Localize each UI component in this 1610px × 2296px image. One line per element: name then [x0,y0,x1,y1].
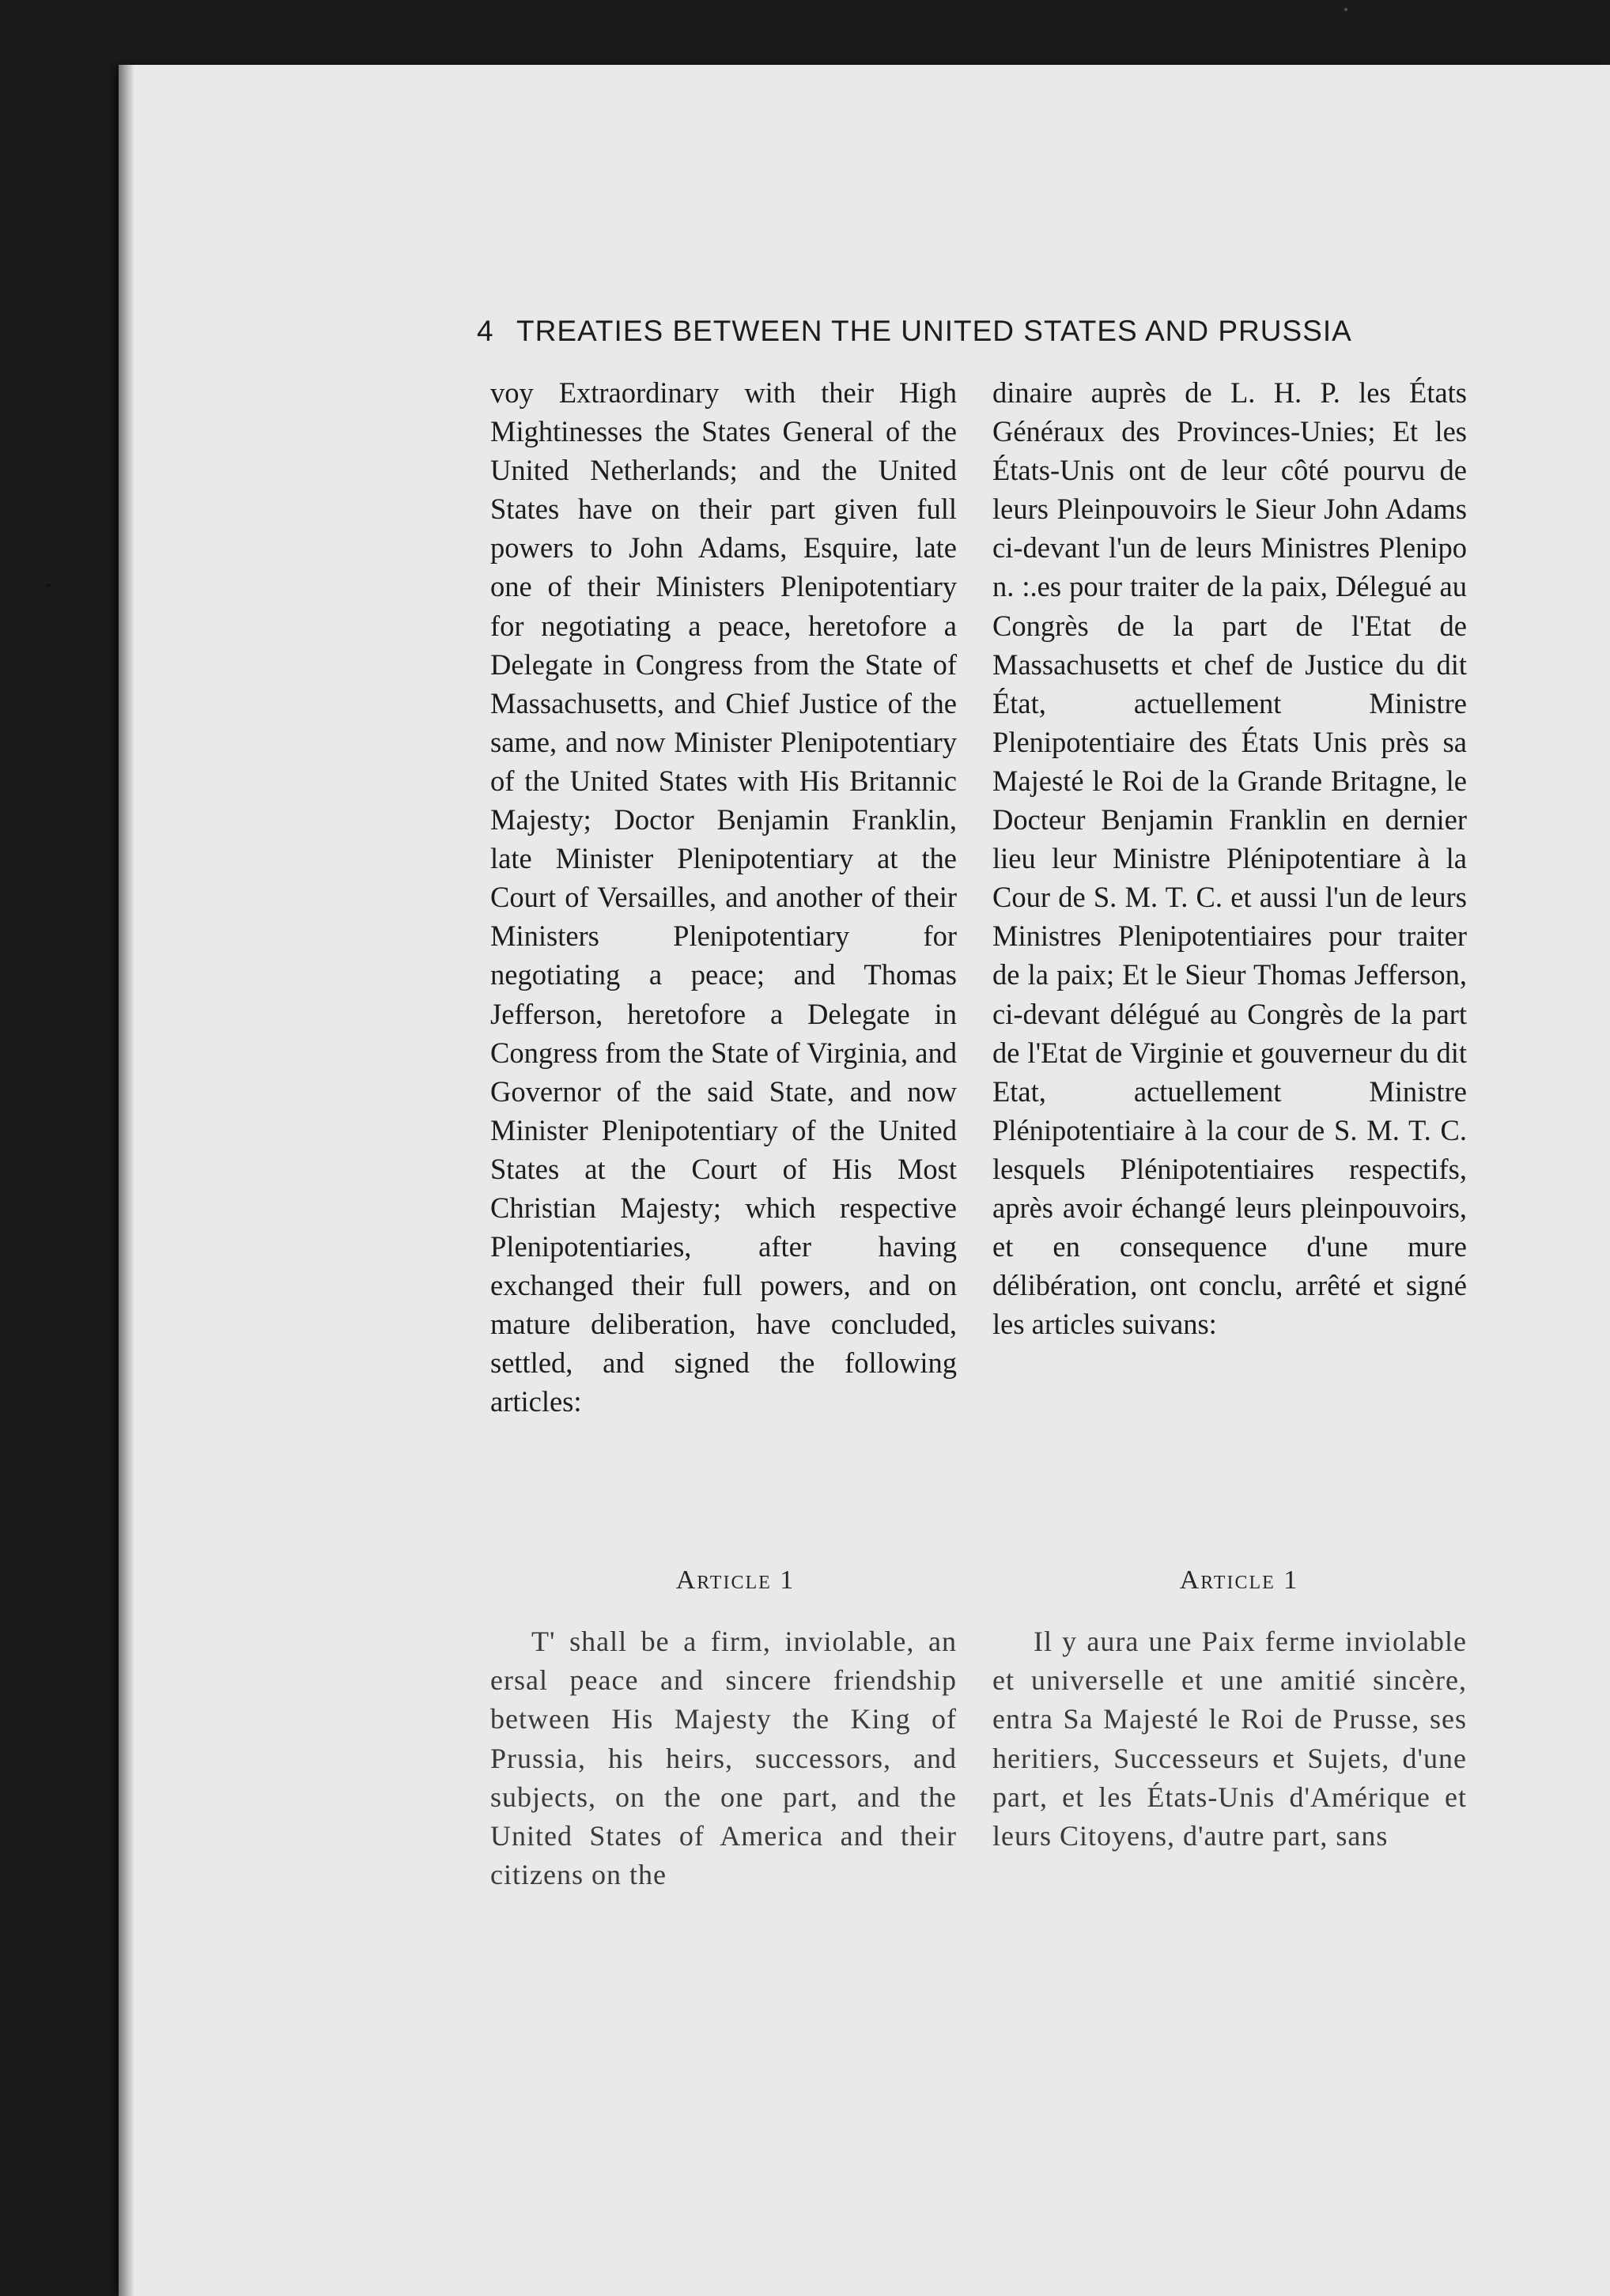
page-number: 4 [477,315,494,347]
article1-english [490,1622,957,1894]
french-column [992,373,1467,1343]
running-header [477,315,1505,348]
article-heading-french: Article 1 [1179,1565,1299,1595]
article1-english-text: T' shall be a firm, inviolable, an ersal peace and sincere friendship between His Majesty the King of Prussia, his heirs, successors, and subjects, on the one part, and the United States of America and their citizens on the [490,1626,957,1891]
article-heading-english: Article 1 [675,1565,796,1595]
scan-speck [46,583,51,587]
running-title: TREATIES BETWEEN THE UNITED STATES AND PRUSSIA [516,315,1352,347]
article1-french-text: Il y aura une Paix ferme inviolable et universelle et une amitié sincère, entra Sa Majesté le Roi de Prusse, ses heritiers, Successeurs et Sujets, d'une part, et les États-Unis d'Amérique et leurs Citoyens, d'autre part, sans [992,1626,1467,1852]
article1-french [992,1622,1467,1856]
english-paragraph: voy Extraordinary with their High Mightinesses the States General of the United Netherlands; and the United States have on their part given full powers to John Adams, Esquire, late one of their Ministers Plenipotentiary for negotiating a peace, heretofore a Delegate in Congress from the State of Massachusetts, and Chief Justice of the same, and now Minister Plenipotentiary of the United States with His Britannic Majesty; Doctor Benjamin Franklin, late Minister Plenipotentiary at the Court of Versailles, and another of their Ministers Plenipotentiary for negotiating a peace; and Thomas Jefferson, heretofore a Delegate in Congress from the State of Virginia, and Governor of the said State, and now Minister Plenipotentiary of the United States at the Court of His Most Christian Majesty; which respective Plenipotentiaries, after having exchanged their full powers, and on mature deliberation, have concluded, settled, and signed the following articles: [490,376,957,1418]
scan-speck [1344,8,1347,11]
english-column [490,373,957,1422]
french-paragraph: dinaire auprès de L. H. P. les États Généraux des Provinces-Unies; Et les États-Unis ont de leur côté pourvu de leurs Pleinpouvoirs le Sieur John Adams ci-devant l'un de leurs Ministres Plenipo n. :.es pour traiter de la paix, Délegué au Congrès de la part de l'Etat de Massachusetts et chef de Justice du dit État, actuellement Ministre Plenipotentiaire des États Unis près sa Majesté le Roi de la Grande Britagne, le Docteur Benjamin Franklin en dernier lieu leur Ministre Plénipotentiare à la Cour de S. M. T. C. et aussi l'un de leurs Ministres Plenipotentiaires pour traiter de la paix; Et le Sieur Thomas Jefferson, ci-devant délégué au Congrès de la part de l'Etat de Virginie et gouverneur du dit Etat, actuellement Ministre Plénipotentiaire à la cour de S. M. T. C. lesquels Plénipotentiaires respectifs, après avoir échangé leurs pleinpouvoirs, et en consequence d'une mure délibération, ont conclu, arrêté et signé les articles suivans: [992,376,1467,1341]
page-gutter-shadow [119,65,134,2296]
